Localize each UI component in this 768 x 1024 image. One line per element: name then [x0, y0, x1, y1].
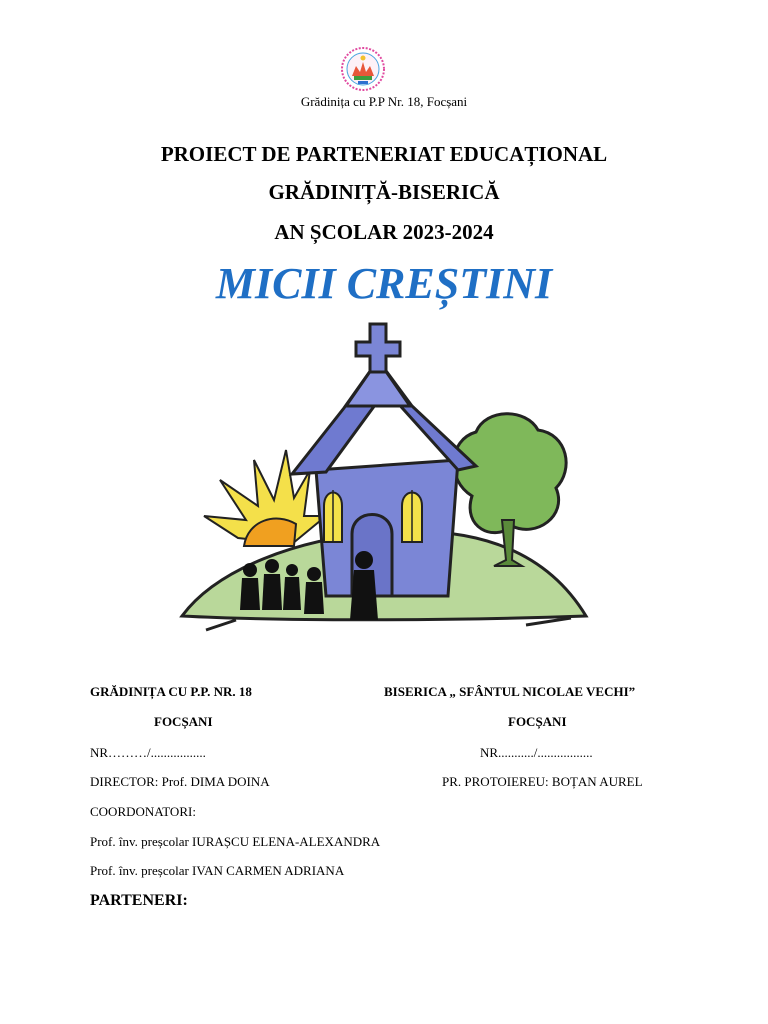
- church-illustration: [176, 320, 596, 638]
- partners-label: PARTENERI:: [90, 892, 188, 909]
- document-title-line2: GRĂDINIȚĂ-BISERICĂ: [268, 180, 500, 204]
- kindergarten-logo: [340, 46, 386, 92]
- left-party-nr: NR………/.................: [90, 745, 206, 760]
- project-name: MICII CREȘTINI: [215, 259, 553, 308]
- left-party-director: DIRECTOR: Prof. DIMA DOINA: [90, 774, 270, 789]
- coordinators-label: COORDONATORI:: [90, 804, 196, 819]
- coordinator-2: Prof. înv. preșcolar IVAN CARMEN ADRIANA: [90, 863, 345, 878]
- kindergarten-header: Grădinița cu P.P Nr. 18, Focșani: [300, 94, 468, 109]
- right-party-name: BISERICA „ SFÂNTUL NICOLAE VECHI”: [384, 684, 636, 699]
- document-title-line1: PROIECT DE PARTENERIAT EDUCAȚIONAL: [160, 142, 608, 166]
- right-party-priest: PR. PROTOIEREU: BOȚAN AUREL: [442, 774, 643, 789]
- right-party-nr: NR.........../.................: [480, 745, 593, 760]
- left-party-name: GRĂDINIȚA CU P.P. NR. 18: [90, 684, 252, 699]
- coordinator-1: Prof. înv. preșcolar IURAȘCU ELENA-ALEXANDRA: [90, 834, 381, 849]
- left-party-city: FOCȘANI: [154, 714, 213, 729]
- right-party-city: FOCȘANI: [508, 714, 567, 729]
- document-title-line3: AN ȘCOLAR 2023-2024: [274, 220, 494, 244]
